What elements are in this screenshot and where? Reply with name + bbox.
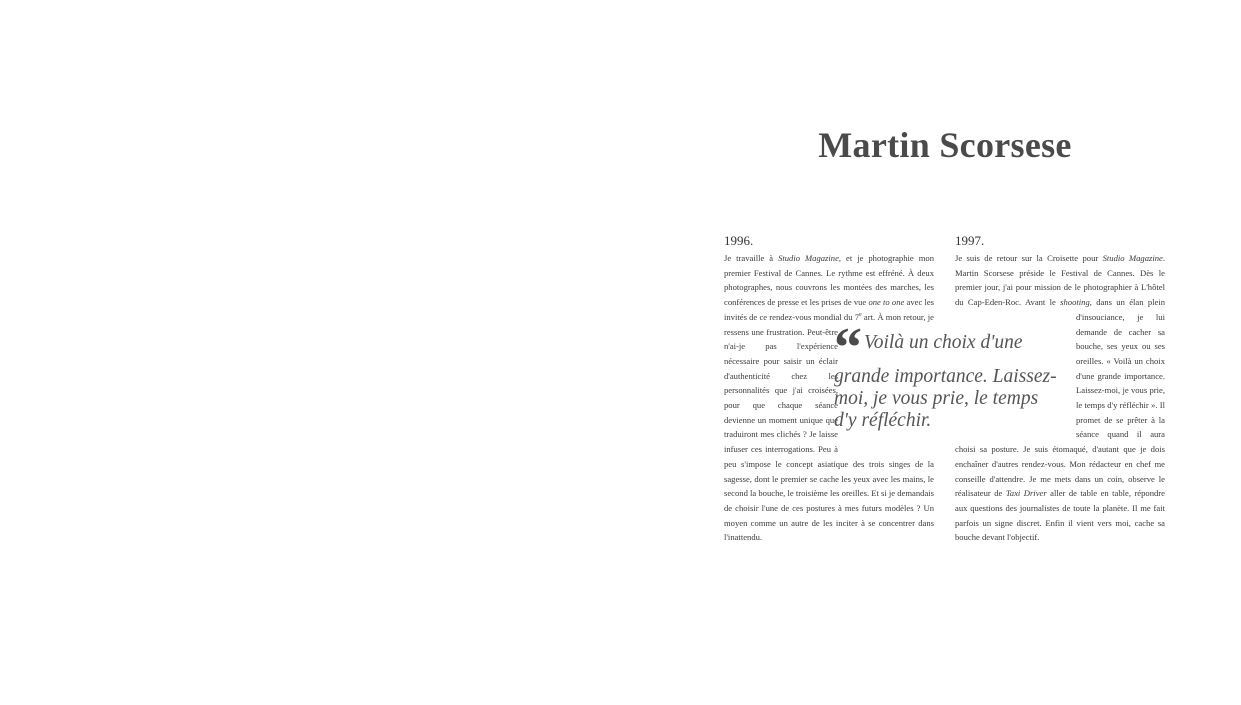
italic-title: Studio Magazine [778,253,839,263]
quotation-mark-icon: “ [834,317,862,379]
text-span: Je travaille à [724,253,779,263]
italic-term: one to one [868,297,905,308]
text-span: , dans un élan plein d'insouciance, je lui demande de cacher sa bouche, ses yeux ou ses oreilles. « Voilà un choix d'une grande importance. Laissez-moi, je vous prie, le temps d'y réfléchir ». Il promet de se prêter à la séance quand il aura choisi sa posture. Je suis étomaqué, d'autant que je dois enchaîner d'autres rendez-vous. Mon rédacteur en chef me conseille d'attendre. Je me mets dans un coin, observe le réalisateur de [955,297,1165,499]
text-span: Je suis de retour sur la Croisette pour [955,253,1103,263]
italic-title: Studio Magazine [1102,253,1163,263]
text-span: . Martin Scorsese préside le Festival de Cannes. Dès le premier jour, j'ai pour mission de le photographier à L'hôtel du Cap-Eden-Roc. Avant le [955,253,1165,308]
text-span: , et je photographie mon premier Festival de Cannes. Le rythme est effréné. À deux photographes, nous couvrons les montées des marches, les conférences de presse et les prises de vue [724,253,934,308]
text-span: art. À mon retour, je ressens une frustration. Peut-être n'ai-je pas l'expérience nécessaire pour saisir un éclair d'authenticité chez les personnalités que j'ai croisées, pour que chaque séance devienne un moment unique que traduiront mes clichés ? Je laisse infuser ces interrogations. Peu à peu s'impose le concept asiatique des trois singes de la sagesse, dont le premier se cache les yeux avec les mains, le second la bouche, le troisième les oreilles. Et si je demandais de choisir l'une de ces postures à mes futurs modèles ? Un moyen comme un autre de les inciter à se concentrer dans l'inattendu. [724,311,935,543]
year-heading-1996: 1996. [724,233,754,248]
italic-title: Taxi Driver [1005,488,1047,499]
pull-quote-text: Voilà un choix d'une grande importance. Laissez-moi, je vous prie, le temps d'y réfléchir. [834,332,1057,431]
page-title: Martin Scorsese [818,125,1072,165]
pull-quote [834,317,1060,432]
text-span: aller de table en table, répondre aux questions des journalistes de toute la planète. Il me fait parfois un signe discret. Enfin il vient vers moi, cache sa bouche devant l'objectif. [955,488,1165,543]
italic-term: shooting [1060,297,1090,308]
superscript: e [859,311,862,318]
year-heading-1997: 1997. [955,233,985,248]
text-span: avec les invités de ce rendez-vous mondial du 7 [724,297,934,322]
